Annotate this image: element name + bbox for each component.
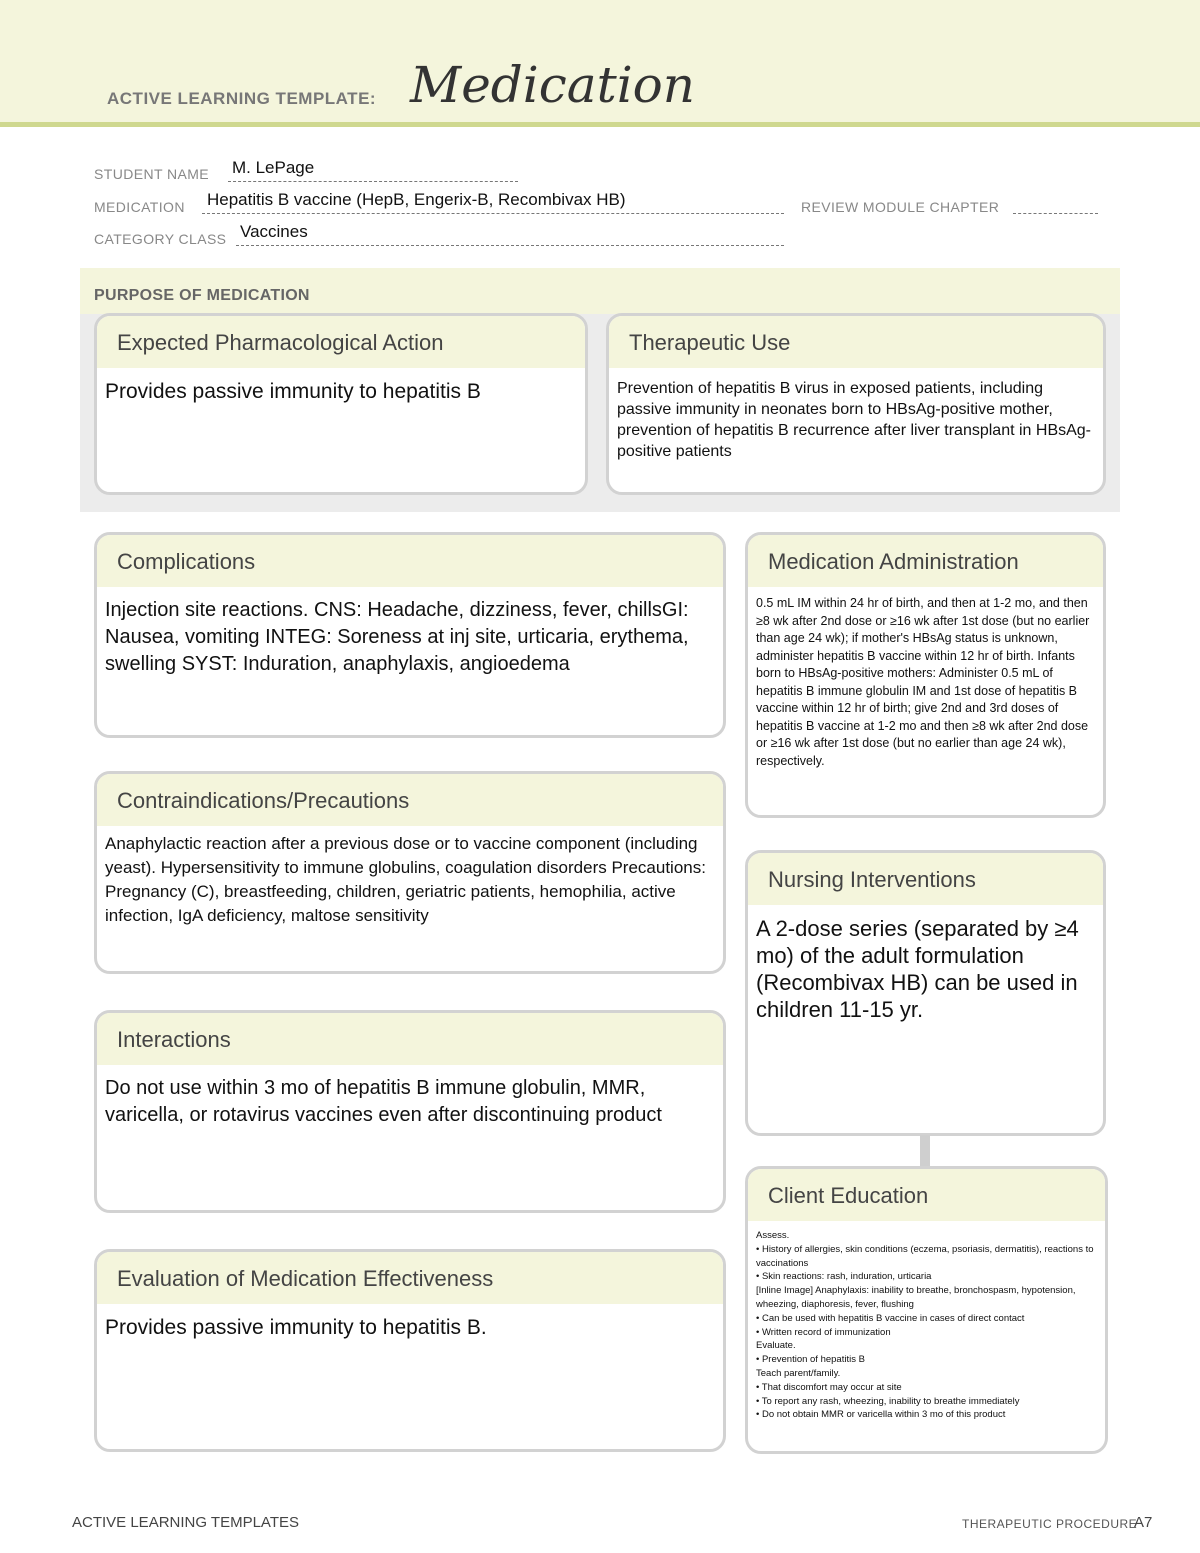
interactions-title: Interactions [97, 1013, 723, 1065]
complications-box [94, 532, 726, 738]
page-number: A7 [1134, 1514, 1153, 1531]
contraindications-text[interactable]: Anaphylactic reaction after a previous dose or to vaccine component (including yeast). Hypersensitivity to immune globulins, coagulation disorders Precautions: Pregnancy (C), breastfeeding, children, geriatric patients, hemophilia, active infection, IgA deficiency, maltose sensitivity [105, 834, 706, 925]
student-name-field[interactable]: M. LePage [232, 158, 315, 177]
template-label: ACTIVE LEARNING TEMPLATE: [107, 89, 377, 108]
interactions-text[interactable]: Do not use within 3 mo of hepatitis B immune globulin, MMR, varicella, or rotavirus vaccines even after discontinuing product [105, 1077, 662, 1126]
header-rule [0, 122, 1200, 127]
client-education-title: Client Education [748, 1169, 1105, 1221]
nursing-interventions-box [745, 850, 1106, 1136]
client-education-line: Evaluate. [756, 1340, 796, 1352]
medication-label: MEDICATION [94, 199, 185, 215]
client-education-line: Assess. [756, 1230, 790, 1241]
administration-box [745, 532, 1106, 818]
contraindications-box [94, 771, 726, 974]
interactions-box [94, 1010, 726, 1213]
student-name-line [228, 181, 518, 182]
category-line [236, 245, 784, 246]
nursing-interventions-text[interactable]: A 2-dose series (separated by ≥4 mo) of the adult formulation (Recombivax HB) can be used in children 11-15 yr. [756, 916, 1079, 1022]
review-module-label: REVIEW MODULE CHAPTER [801, 199, 1000, 215]
client-education-line: [Inline Image] Anaphylaxis: inability to breathe, bronchospasm, hypotension, wheezing, diaphoresis, fever, flushing [756, 1285, 1076, 1310]
client-education-text[interactable] [748, 1221, 1105, 1422]
client-education-line: • Can be used with hepatitis B vaccine in cases of direct contact [756, 1312, 1025, 1324]
medication-line [202, 213, 784, 214]
evaluation-title: Evaluation of Medication Effectiveness [97, 1252, 723, 1304]
therapeutic-use-title: Therapeutic Use [609, 316, 1103, 368]
client-education-line: • Do not obtain MMR or varicella within 3 mo of this product [756, 1409, 1006, 1421]
category-class-field[interactable]: Vaccines [240, 222, 308, 241]
student-name-label: STUDENT NAME [94, 166, 209, 182]
template-title: Medication [410, 56, 695, 114]
category-class-label: CATEGORY CLASS [94, 231, 227, 247]
client-education-box [745, 1166, 1108, 1454]
contraindications-title: Contraindications/Precautions [97, 774, 723, 826]
therapeutic-use-box [606, 313, 1106, 495]
medication-field[interactable]: Hepatitis B vaccine (HepB, Engerix-B, Recombivax HB) [207, 190, 626, 209]
client-education-line: • Prevention of hepatitis B [756, 1354, 865, 1366]
client-education-line: • Written record of immunization [756, 1326, 891, 1338]
review-module-field[interactable] [1013, 213, 1098, 214]
client-education-line: Teach parent/family. [756, 1367, 841, 1379]
expected-action-box [94, 313, 588, 495]
expected-action-title: Expected Pharmacological Action [97, 316, 585, 368]
evaluation-box [94, 1249, 726, 1452]
footer-right-label: THERAPEUTIC PROCEDURE [962, 1517, 1138, 1531]
client-education-line: • To report any rash, wheezing, inability to breathe immediately [756, 1395, 1020, 1407]
administration-text[interactable]: 0.5 mL IM within 24 hr of birth, and then at 1-2 mo, and then ≥8 wk after 2nd dose or ≥16 wk after 1st dose (but no earlier than age 24 wk); if mother's HBsAg status is unknown, administer hepatitis B vaccine within 12 hr of birth. Infants born to HBsAg-positive mothers: Administer 0.5 mL of hepatitis B immune globulin IM and 1st dose of hepatitis B vaccine within 12 hr of birth; give 2nd and 3rd doses of hepatitis B vaccine at 1-2 mo and then ≥8 wk after 2nd dose or ≥16 wk after 1st dose (but no earlier than age 24 wk), respectively. [756, 596, 1090, 768]
client-education-line: • History of allergies, skin conditions (eczema, psoriasis, dermatitis), reactions to vaccinations [756, 1243, 1094, 1269]
administration-title: Medication Administration [748, 535, 1103, 587]
client-education-line: • That discomfort may occur at site [756, 1381, 902, 1393]
client-education-line: • Skin reactions: rash, induration, urticaria [756, 1271, 932, 1283]
connector-bar [920, 1135, 930, 1167]
footer-left-label: ACTIVE LEARNING TEMPLATES [72, 1514, 299, 1531]
complications-title: Complications [97, 535, 723, 587]
evaluation-text[interactable]: Provides passive immunity to hepatitis B. [105, 1316, 487, 1339]
purpose-label: PURPOSE OF MEDICATION [94, 287, 310, 304]
nursing-interventions-title: Nursing Interventions [748, 853, 1103, 905]
complications-text[interactable]: Injection site reactions. CNS: Headache, dizziness, fever, chillsGI: Nausea, vomiting INTEG: Soreness at inj site, urticaria, erythema, swelling SYST: Induration, anaphylaxis, angioedema [105, 599, 689, 675]
expected-action-text[interactable]: Provides passive immunity to hepatitis B [105, 380, 481, 403]
therapeutic-use-text[interactable]: Prevention of hepatitis B virus in exposed patients, including passive immunity in neonates born to HBsAg-positive mother, prevention of hepatitis B recurrence after liver transplant in HBsAg-positive patients [617, 380, 1092, 460]
